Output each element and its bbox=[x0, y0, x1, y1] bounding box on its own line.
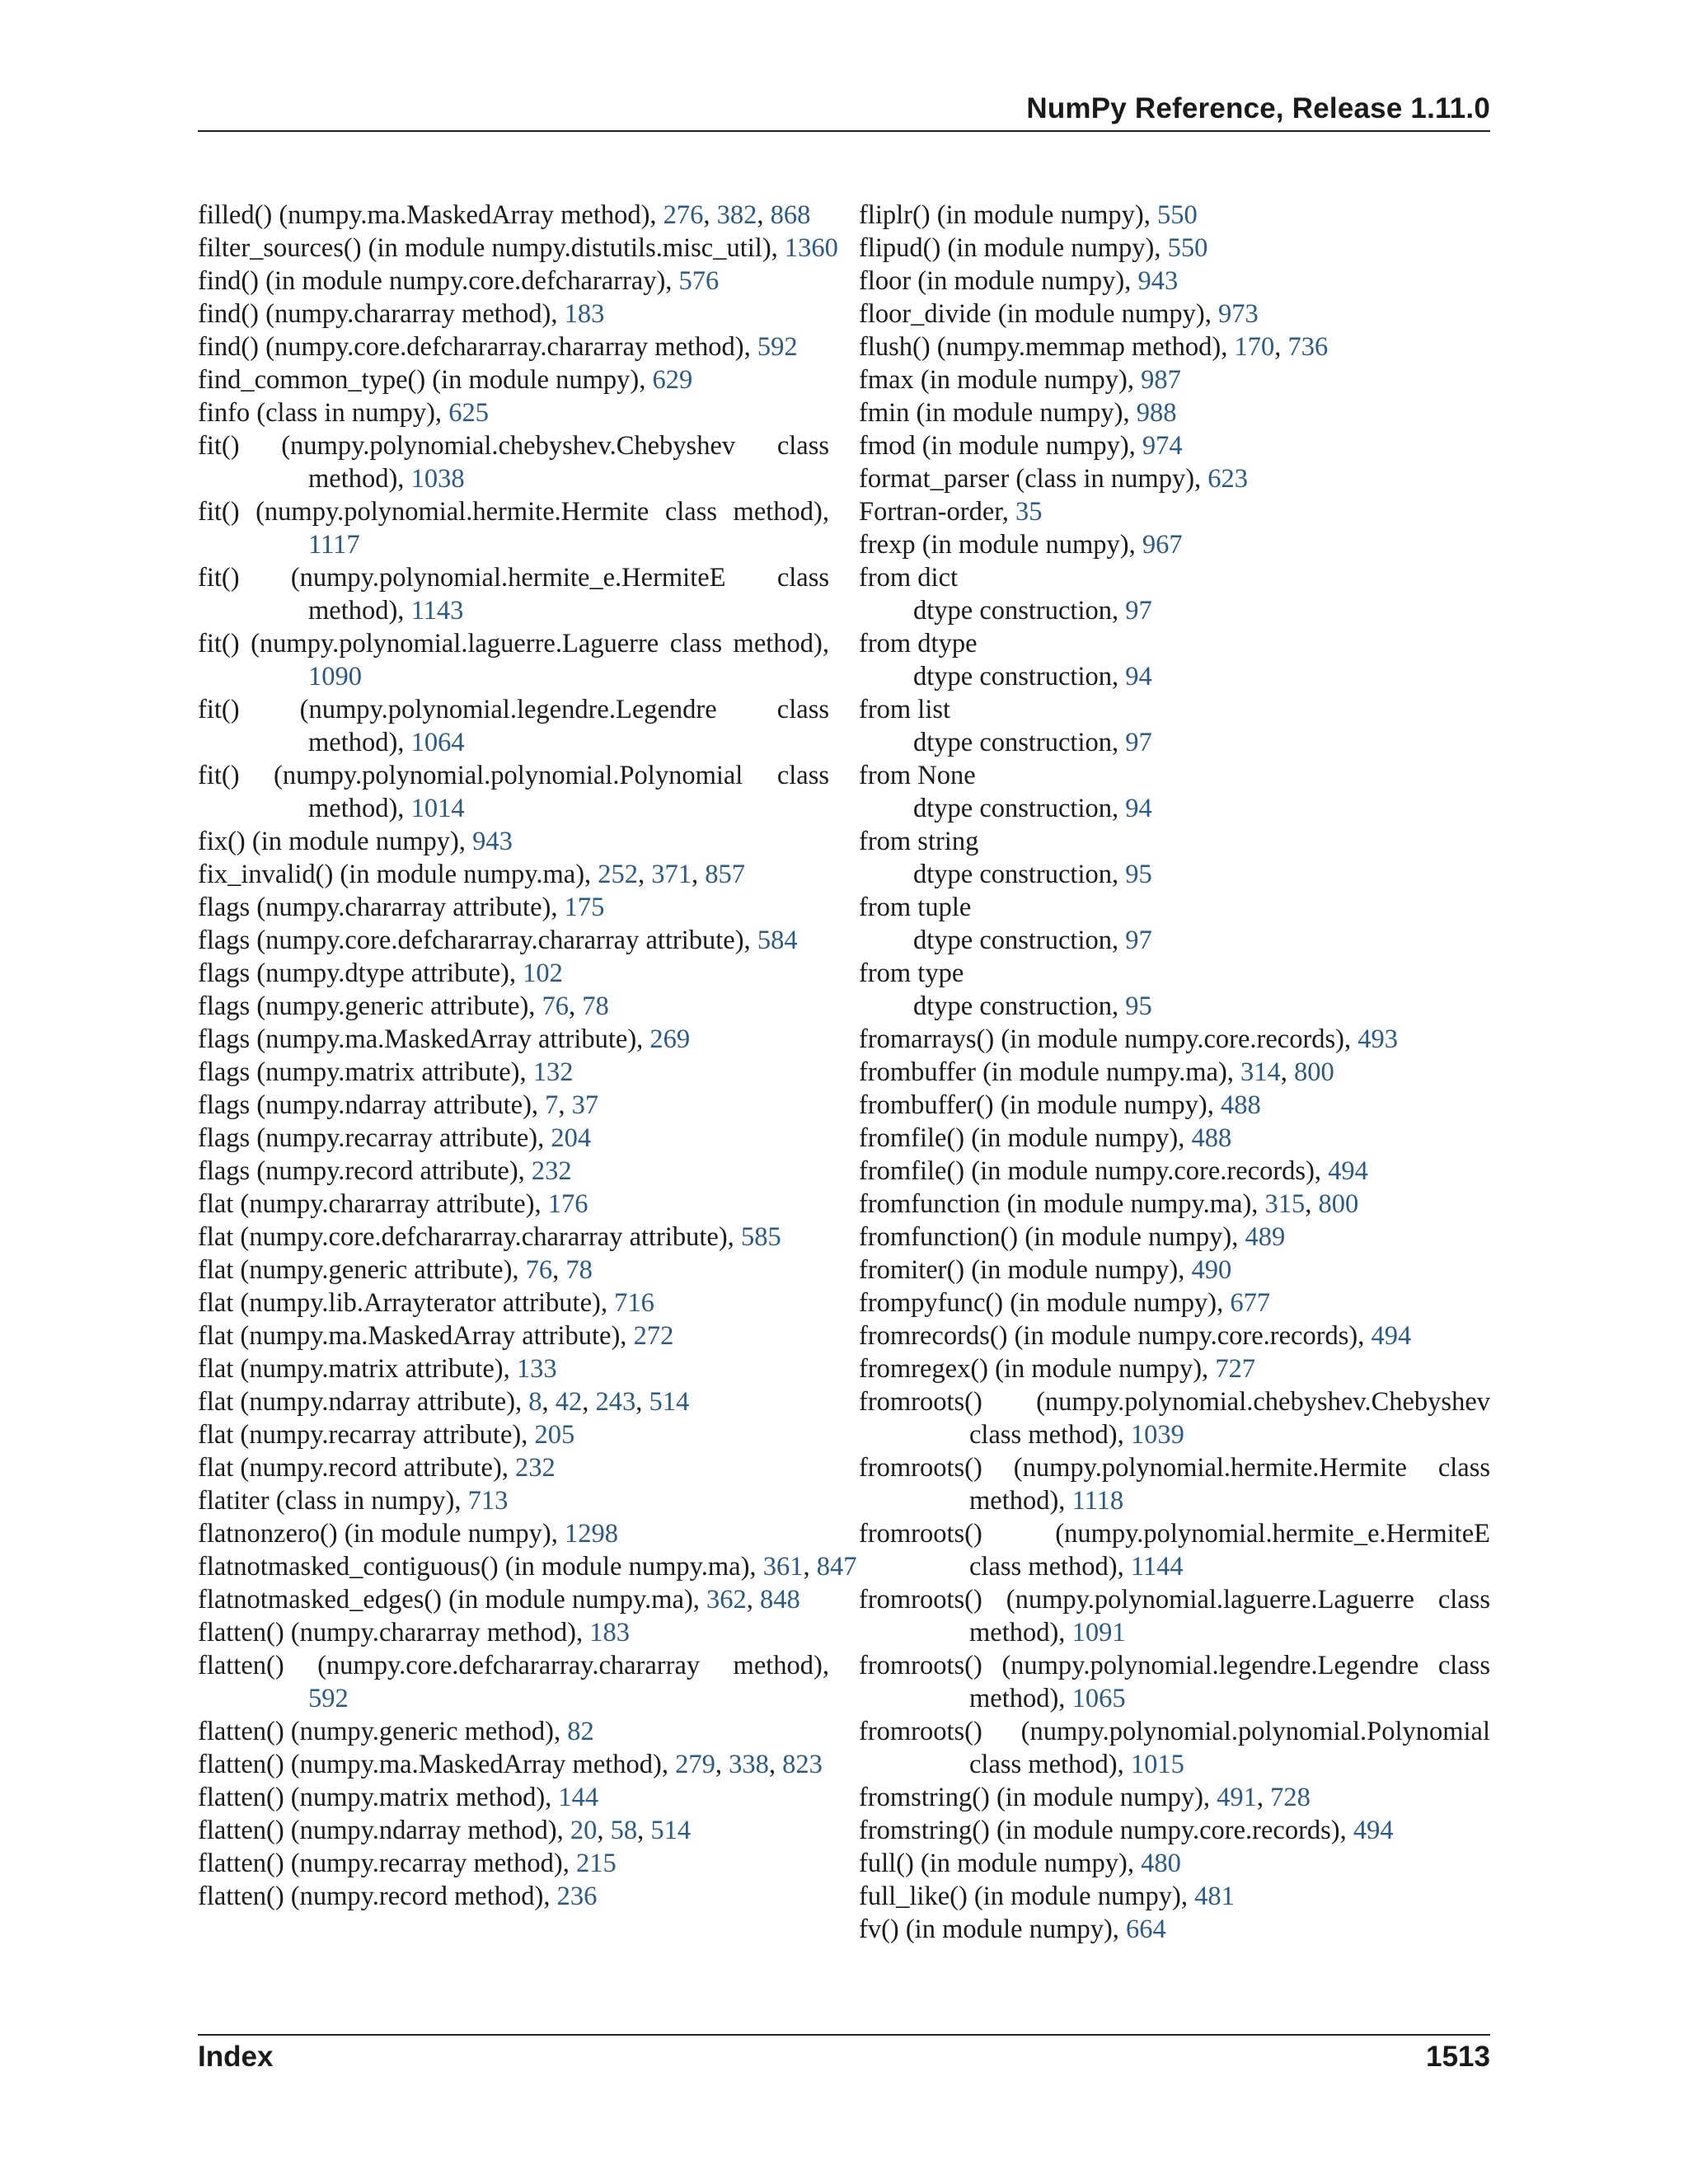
page-link[interactable]: 494 bbox=[1328, 1156, 1368, 1186]
index-entry: flat (numpy.chararray attribute), 176 bbox=[198, 1189, 588, 1219]
page-link[interactable]: 338 bbox=[729, 1750, 769, 1779]
index-subentry: dtype construction, 95 bbox=[913, 991, 1152, 1021]
page-link[interactable]: 488 bbox=[1191, 1123, 1232, 1153]
index-entry: flatten() (numpy.record method), 236 bbox=[198, 1882, 598, 1911]
index-entry: full() (in module numpy), 480 bbox=[859, 1849, 1181, 1878]
index-entry-continuation: method), 1118 bbox=[969, 1486, 1124, 1516]
page-link[interactable]: 42 bbox=[555, 1387, 583, 1417]
index-entry-continuation: method), 1038 bbox=[308, 464, 465, 494]
index-entry: flatnotmasked_contiguous() (in module numpy.ma), 361, 847 bbox=[198, 1552, 857, 1582]
page-link[interactable]: 727 bbox=[1215, 1354, 1256, 1384]
page-link[interactable]: 204 bbox=[551, 1123, 592, 1153]
index-entry: flat (numpy.lib.Arrayterator attribute), 716 bbox=[198, 1288, 654, 1318]
page-link[interactable]: 361 bbox=[762, 1552, 804, 1582]
index-subentry: dtype construction, 95 bbox=[913, 860, 1152, 889]
index-entry: fit() (numpy.polynomial.hermite_e.HermiteE class bbox=[198, 563, 829, 593]
page-link[interactable]: 489 bbox=[1245, 1222, 1286, 1252]
index-entry: fit() (numpy.polynomial.chebyshev.Chebyshev class bbox=[198, 431, 829, 461]
page-link[interactable]: 800 bbox=[1318, 1189, 1359, 1219]
page-link[interactable]: 269 bbox=[649, 1024, 691, 1054]
page-link[interactable]: 76 bbox=[525, 1255, 553, 1285]
index-entry: fromroots() (numpy.polynomial.polynomial.Polynomial bbox=[859, 1717, 1490, 1746]
index-entry: fromroots() (numpy.polynomial.hermite.Hermite class bbox=[859, 1453, 1490, 1483]
index-entry: find() (numpy.core.defchararray.chararray method), 592 bbox=[198, 332, 798, 362]
page-link[interactable]: 728 bbox=[1270, 1783, 1311, 1812]
page-link[interactable]: 97 bbox=[1125, 728, 1152, 757]
index-entry: frompyfunc() (in module numpy), 677 bbox=[859, 1288, 1271, 1318]
index-entry: fromfunction (in module numpy.ma), 315, 800 bbox=[859, 1189, 1359, 1219]
index-entry: from string bbox=[859, 827, 979, 856]
index-entry: fromarrays() (in module numpy.core.records), 493 bbox=[859, 1024, 1398, 1054]
index-entry: fmod (in module numpy), 974 bbox=[859, 431, 1183, 461]
page-link[interactable]: 94 bbox=[1125, 794, 1152, 823]
footer-rule bbox=[198, 2034, 1490, 2036]
index-entry: fmin (in module numpy), 988 bbox=[859, 398, 1177, 428]
index-entry: floor (in module numpy), 943 bbox=[859, 266, 1179, 296]
index-entry: fromfunction() (in module numpy), 489 bbox=[859, 1222, 1286, 1252]
page-link[interactable]: 362 bbox=[706, 1585, 747, 1615]
index-entry: flat (numpy.matrix attribute), 133 bbox=[198, 1354, 557, 1384]
page-link[interactable]: 493 bbox=[1357, 1024, 1398, 1054]
page-link[interactable]: 713 bbox=[467, 1486, 509, 1516]
page-link[interactable]: 585 bbox=[740, 1222, 781, 1252]
index-entry: fmax (in module numpy), 987 bbox=[859, 365, 1181, 395]
page-link[interactable]: 276 bbox=[663, 200, 704, 230]
page-link[interactable]: 252 bbox=[598, 860, 639, 889]
page-link[interactable]: 736 bbox=[1287, 332, 1329, 362]
index-entry: fit() (numpy.polynomial.hermite.Hermite class method), bbox=[198, 497, 829, 527]
index-entry: fromfile() (in module numpy), 488 bbox=[859, 1123, 1232, 1153]
index-entry: finfo (class in numpy), 625 bbox=[198, 398, 489, 428]
index-subentry: dtype construction, 97 bbox=[913, 728, 1152, 757]
index-column-right bbox=[859, 199, 1490, 1946]
page-link[interactable]: 183 bbox=[589, 1618, 630, 1647]
page-link[interactable]: 95 bbox=[1125, 860, 1152, 889]
index-entry: fromroots() (numpy.polynomial.hermite_e.HermiteE bbox=[859, 1519, 1490, 1549]
index-entry: flat (numpy.record attribute), 232 bbox=[198, 1453, 556, 1483]
page-link[interactable]: 481 bbox=[1194, 1882, 1235, 1911]
index-subentry: dtype construction, 94 bbox=[913, 794, 1152, 823]
index-entry: flags (numpy.chararray attribute), 175 bbox=[198, 893, 605, 922]
index-subentry: dtype construction, 97 bbox=[913, 596, 1152, 626]
page-link[interactable]: 232 bbox=[531, 1156, 572, 1186]
page-link[interactable]: 176 bbox=[547, 1189, 588, 1219]
page-link[interactable]: 1065 bbox=[1071, 1684, 1126, 1713]
page-link[interactable]: 315 bbox=[1264, 1189, 1306, 1219]
page-link[interactable]: 987 bbox=[1141, 365, 1181, 395]
page-link[interactable]: 823 bbox=[782, 1750, 823, 1779]
index-entry: flatten() (numpy.chararray method), 183 bbox=[198, 1618, 630, 1647]
index-entry: frombuffer (in module numpy.ma), 314, 800 bbox=[859, 1057, 1334, 1087]
index-entry: flatten() (numpy.ma.MaskedArray method), 279, 338, 823 bbox=[198, 1750, 823, 1779]
index-entry: flags (numpy.matrix attribute), 132 bbox=[198, 1057, 574, 1087]
page-link[interactable]: 183 bbox=[564, 299, 605, 329]
page-footer bbox=[198, 2041, 1490, 2080]
footer-page-number: 1513 bbox=[1426, 2041, 1490, 2073]
page-link[interactable]: 967 bbox=[1142, 530, 1183, 560]
index-entry: flatten() (numpy.recarray method), 215 bbox=[198, 1849, 617, 1878]
page-link[interactable]: 232 bbox=[515, 1453, 556, 1483]
page-link[interactable]: 97 bbox=[1125, 596, 1152, 626]
index-entry: find_common_type() (in module numpy), 629 bbox=[198, 365, 693, 395]
index-entry: format_parser (class in numpy), 623 bbox=[859, 464, 1249, 494]
page-link[interactable]: 279 bbox=[675, 1750, 715, 1779]
index-entry: Fortran-order, 35 bbox=[859, 497, 1043, 527]
page-link[interactable]: 95 bbox=[1125, 991, 1152, 1021]
index-entry: frombuffer() (in module numpy), 488 bbox=[859, 1090, 1261, 1120]
index-entry: fromfile() (in module numpy.core.records), 494 bbox=[859, 1156, 1368, 1186]
index-entry-continuation: class method), 1039 bbox=[969, 1420, 1184, 1450]
index-entry: fromstring() (in module numpy), 491, 728 bbox=[859, 1783, 1311, 1812]
page-link[interactable]: 1039 bbox=[1130, 1420, 1184, 1450]
index-entry: flat (numpy.ma.MaskedArray attribute), 272 bbox=[198, 1321, 674, 1351]
index-entry: flatnotmasked_edges() (in module numpy.ma), 362, 848 bbox=[198, 1585, 800, 1615]
page-link[interactable]: 1143 bbox=[410, 596, 464, 626]
page-link[interactable]: 514 bbox=[649, 1387, 690, 1417]
page-link[interactable]: 20 bbox=[570, 1816, 598, 1845]
index-entry: fv() (in module numpy), 664 bbox=[859, 1915, 1166, 1944]
index-entry: flush() (numpy.memmap method), 170, 736 bbox=[859, 332, 1329, 362]
index-entry-continuation: method), 1014 bbox=[308, 794, 465, 823]
index-entry-continuation: class method), 1015 bbox=[969, 1750, 1184, 1779]
page-link[interactable]: 550 bbox=[1167, 233, 1208, 263]
index-entry: frexp (in module numpy), 967 bbox=[859, 530, 1183, 560]
page-link[interactable]: 170 bbox=[1234, 332, 1275, 362]
index-entry: find() (numpy.chararray method), 183 bbox=[198, 299, 605, 329]
page-link[interactable]: 7 bbox=[545, 1090, 559, 1120]
index-entry: fix() (in module numpy), 943 bbox=[198, 827, 513, 856]
index-entry: flat (numpy.ndarray attribute), 8, 42, 243, 514 bbox=[198, 1387, 690, 1417]
page-link[interactable]: 550 bbox=[1156, 200, 1198, 230]
index-entry: flatnonzero() (in module numpy), 1298 bbox=[198, 1519, 618, 1549]
index-entry: from dict bbox=[859, 563, 959, 593]
page-link[interactable]: 974 bbox=[1142, 431, 1183, 461]
page-link[interactable]: 868 bbox=[770, 200, 811, 230]
index-entry: full_like() (in module numpy), 481 bbox=[859, 1882, 1235, 1911]
index-entry: flags (numpy.generic attribute), 76, 78 bbox=[198, 991, 609, 1021]
index-entry: filled() (numpy.ma.MaskedArray method), 276, 382, 868 bbox=[198, 200, 811, 230]
page-link[interactable]: 205 bbox=[534, 1420, 575, 1450]
page-link[interactable]: 494 bbox=[1353, 1816, 1394, 1845]
index-entry: flipud() (in module numpy), 550 bbox=[859, 233, 1208, 263]
index-subentry: dtype construction, 97 bbox=[913, 926, 1152, 955]
index-entry-continuation: method), 1065 bbox=[969, 1684, 1126, 1713]
index-entry: fromroots() (numpy.polynomial.chebyshev.Chebyshev bbox=[859, 1387, 1490, 1417]
page-link[interactable]: 857 bbox=[705, 860, 746, 889]
index-entry: fit() (numpy.polynomial.laguerre.Laguerre class method), bbox=[198, 629, 829, 658]
page-link[interactable]: 76 bbox=[542, 991, 570, 1021]
page-link[interactable]: 371 bbox=[651, 860, 692, 889]
index-entry: flat (numpy.generic attribute), 76, 78 bbox=[198, 1255, 593, 1285]
page-link[interactable]: 943 bbox=[1137, 266, 1179, 296]
page-link[interactable]: 490 bbox=[1191, 1255, 1232, 1285]
running-header-title: NumPy Reference, Release 1.11.0 bbox=[1026, 92, 1490, 124]
index-entry-continuation bbox=[198, 528, 829, 561]
page-link[interactable]: 664 bbox=[1126, 1915, 1166, 1944]
page-link[interactable]: 1118 bbox=[1071, 1486, 1124, 1516]
page-link[interactable]: 491 bbox=[1217, 1783, 1257, 1812]
index-entry: flags (numpy.ma.MaskedArray attribute), 269 bbox=[198, 1024, 691, 1054]
page-link[interactable]: 37 bbox=[571, 1090, 599, 1120]
index-entry: from tuple bbox=[859, 893, 972, 922]
page-link[interactable]: 716 bbox=[614, 1288, 654, 1318]
index-entry: flatten() (numpy.ndarray method), 20, 58, 514 bbox=[198, 1816, 692, 1845]
page-link[interactable]: 973 bbox=[1217, 299, 1259, 329]
index-entry: flatten() (numpy.matrix method), 144 bbox=[198, 1783, 599, 1812]
page-link[interactable]: 480 bbox=[1141, 1849, 1181, 1878]
page-link[interactable]: 1298 bbox=[564, 1519, 618, 1549]
index-entry-continuation: method), 1064 bbox=[308, 728, 465, 757]
page-link[interactable]: 144 bbox=[558, 1783, 599, 1812]
page-link[interactable]: 175 bbox=[564, 893, 605, 922]
page-link[interactable]: 514 bbox=[650, 1816, 692, 1845]
page-link[interactable]: 1038 bbox=[410, 464, 465, 494]
index-entry: from dtype bbox=[859, 629, 978, 658]
index-entry: flags (numpy.dtype attribute), 102 bbox=[198, 958, 563, 988]
index-entry: flags (numpy.recarray attribute), 204 bbox=[198, 1123, 592, 1153]
page-link[interactable]: 78 bbox=[582, 991, 609, 1021]
page-link[interactable]: 1091 bbox=[1071, 1618, 1126, 1647]
index-entry-continuation: method), 1143 bbox=[308, 596, 464, 626]
index-entry: fromstring() (in module numpy.core.records), 494 bbox=[859, 1816, 1394, 1845]
page-link[interactable]: 592 bbox=[757, 332, 798, 362]
page-link[interactable]: 58 bbox=[610, 1816, 638, 1845]
index-entry: flags (numpy.core.defchararray.chararray attribute), 584 bbox=[198, 926, 798, 955]
page-link[interactable]: 1144 bbox=[1130, 1552, 1184, 1582]
page-link[interactable]: 800 bbox=[1294, 1057, 1334, 1087]
index-entry: fit() (numpy.polynomial.legendre.Legendre class bbox=[198, 695, 829, 724]
index-entry: flags (numpy.record attribute), 232 bbox=[198, 1156, 572, 1186]
index-entry: fromroots() (numpy.polynomial.laguerre.Laguerre class bbox=[859, 1585, 1490, 1615]
index-entry-continuation: class method), 1144 bbox=[969, 1552, 1184, 1582]
index-entry: fromroots() (numpy.polynomial.legendre.Legendre class bbox=[859, 1651, 1490, 1680]
index-entry: fromregex() (in module numpy), 727 bbox=[859, 1354, 1256, 1384]
page-link[interactable]: 314 bbox=[1240, 1057, 1281, 1087]
index-entry: fromrecords() (in module numpy.core.records), 494 bbox=[859, 1321, 1412, 1351]
index-entry: fromiter() (in module numpy), 490 bbox=[859, 1255, 1232, 1285]
page-link[interactable]: 494 bbox=[1371, 1321, 1412, 1351]
page-link[interactable]: 1360 bbox=[784, 233, 838, 263]
page-link[interactable]: 677 bbox=[1230, 1288, 1271, 1318]
index-entry: fit() (numpy.polynomial.polynomial.Polynomial class bbox=[198, 761, 829, 790]
page-link[interactable]: 629 bbox=[652, 365, 693, 395]
page-link[interactable]: 625 bbox=[448, 398, 489, 428]
page-link[interactable]: 94 bbox=[1125, 662, 1152, 691]
header-rule bbox=[198, 130, 1490, 132]
index-entry: from list bbox=[859, 695, 951, 724]
page-link[interactable]: 243 bbox=[595, 1387, 636, 1417]
page-link[interactable]: 382 bbox=[716, 200, 757, 230]
page-link[interactable]: 215 bbox=[576, 1849, 617, 1878]
page-link[interactable]: 8 bbox=[528, 1387, 542, 1417]
index-entry: flags (numpy.ndarray attribute), 7, 37 bbox=[198, 1090, 599, 1120]
page-link[interactable]: 848 bbox=[760, 1585, 800, 1615]
page-link[interactable]: 943 bbox=[472, 827, 513, 856]
index-entry: flatten() (numpy.generic method), 82 bbox=[198, 1717, 594, 1746]
footer-section-label: Index bbox=[198, 2041, 274, 2073]
index-entry: flat (numpy.core.defchararray.chararray attribute), 585 bbox=[198, 1222, 781, 1252]
page-link[interactable]: 576 bbox=[678, 266, 720, 296]
index-entry: fliplr() (in module numpy), 550 bbox=[859, 200, 1198, 230]
index-entry-continuation bbox=[198, 1682, 829, 1715]
page-link[interactable]: 488 bbox=[1220, 1090, 1261, 1120]
index-entry: flat (numpy.recarray attribute), 205 bbox=[198, 1420, 575, 1450]
page-link[interactable]: 584 bbox=[757, 926, 798, 955]
page-link[interactable]: 35 bbox=[1015, 497, 1043, 527]
index-entry: floor_divide (in module numpy), 973 bbox=[859, 299, 1259, 329]
page-link[interactable]: 1015 bbox=[1130, 1750, 1184, 1779]
page-link[interactable]: 623 bbox=[1207, 464, 1249, 494]
page-link[interactable]: 1117 bbox=[308, 530, 360, 560]
page-link[interactable]: 1064 bbox=[410, 728, 465, 757]
index-entry: from None bbox=[859, 761, 976, 790]
index-entry: flatten() (numpy.core.defchararray.chararray method), bbox=[198, 1651, 829, 1680]
index-column-left bbox=[198, 199, 857, 1913]
page-link[interactable]: 1090 bbox=[308, 662, 362, 691]
page-link[interactable]: 78 bbox=[565, 1255, 593, 1285]
index-entry: find() (in module numpy.core.defchararray), 576 bbox=[198, 266, 720, 296]
index-entry: filter_sources() (in module numpy.distutils.misc_util), 1360 bbox=[198, 233, 838, 263]
index-entry: fix_invalid() (in module numpy.ma), 252, 371, 857 bbox=[198, 860, 746, 889]
index-subentry: dtype construction, 94 bbox=[913, 662, 1152, 691]
page-link[interactable]: 133 bbox=[516, 1354, 557, 1384]
page-link[interactable]: 847 bbox=[816, 1552, 857, 1582]
page-link[interactable]: 102 bbox=[523, 958, 563, 988]
index-entry-continuation: method), 1091 bbox=[969, 1618, 1126, 1647]
index-entry-continuation bbox=[198, 660, 829, 693]
page-link[interactable]: 82 bbox=[567, 1717, 594, 1746]
page-link[interactable]: 592 bbox=[308, 1684, 349, 1713]
index-entry: from type bbox=[859, 958, 964, 988]
page-link[interactable]: 132 bbox=[532, 1057, 574, 1087]
page-link[interactable]: 988 bbox=[1136, 398, 1177, 428]
page-link[interactable]: 272 bbox=[633, 1321, 674, 1351]
page-link[interactable]: 1014 bbox=[410, 794, 465, 823]
page-link[interactable]: 236 bbox=[556, 1882, 598, 1911]
page-link[interactable]: 97 bbox=[1125, 926, 1152, 955]
index-entry: flatiter (class in numpy), 713 bbox=[198, 1486, 509, 1516]
